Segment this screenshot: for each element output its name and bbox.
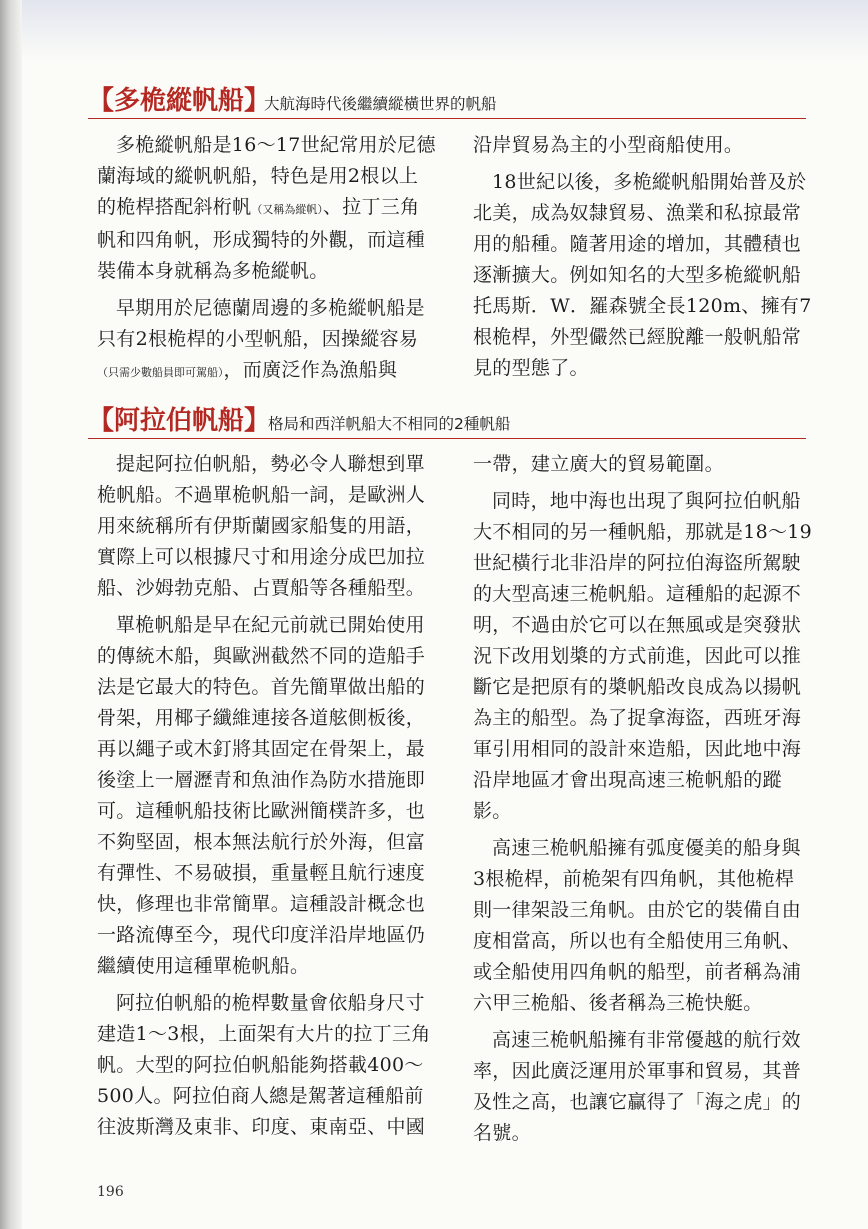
paragraph: 同時，地中海也出現了與阿拉伯帆船大不相同的另一種帆船，那就是18～19世紀橫行北非沿岸的阿拉伯海盜所駕駛的大型高速三桅帆船。這種船的起源不明，不過由於它可以在無風或是突發狀況下改用划槳的方式前進，因此可以推斷它是把原有的槳帆船改良成為以揚帆為主的船型。為了捉拿海盜，西班牙海軍引用相同的設計來造船，因此地中海沿岸地區才會出現高速三桅帆船的蹤影。 — [473, 490, 813, 822]
paragraph: 阿拉伯帆船的桅桿數量會依船身尺寸建造1～3根，上面架有大片的拉丁三角帆。大型的阿拉伯帆船能夠搭載400～500人。阿拉伯商人總是駕著這種船前往波斯灣及東非、印度、東南亞、中國 — [97, 992, 431, 1138]
column-left-section-1 — [97, 130, 437, 388]
paragraph: 高速三桅帆船擁有非常優越的航行效率，因此廣泛運用於軍事和貿易，其普及性之高，也讓它贏得了「海之虎」的名號。 — [473, 1029, 802, 1144]
paragraph: 18世紀以後，多桅縱帆船開始普及於北美，成為奴隸貿易、漁業和私掠最常用的船種。隨著用途的增加，其體積也逐漸擴大。例如知名的大型多桅縱帆船托馬斯．W．羅森號全長120m、擁有7根桅桿，外型儼然已經脫離一般帆船常見的型態了。 — [473, 171, 812, 379]
paragraph: 早期用於尼德蘭周邊的多桅縱帆船是只有2根桅桿的小型帆船，因操縱容易（只需少數船員即可駕船），而廣泛作為漁船與 — [97, 297, 425, 381]
section-subtitle: 大航海時代後繼續縱橫世界的帆船 — [264, 95, 497, 113]
section-header-multi-mast — [88, 86, 806, 119]
paragraph: 高速三桅帆船擁有弧度優美的船身與3根桅桿，前桅架有四角帆，其他桅桿則一律架設三角帆。由於它的裝備自由度相當高，所以也有全船使用三角帆、或全船使用四角帆的船型，前者稱為浦六甲三桅船、後者稱為三桅快艇。 — [473, 837, 802, 1014]
paragraph: 沿岸貿易為主的小型商船使用。 — [473, 134, 744, 156]
column-right-section-2 — [473, 449, 813, 1149]
section-title: 【阿拉伯帆船】 — [88, 406, 271, 436]
column-right-section-1 — [473, 130, 813, 384]
paragraph: 提起阿拉伯帆船，勢必令人聯想到單桅帆船。不過單桅帆船一詞，是歐洲人用來統稱所有伊斯蘭國家船隻的用語，實際上可以根據尺寸和用途分成巴加拉船、沙姆勃克船、占賈船等各種船型。 — [97, 453, 426, 599]
section-subtitle: 格局和西洋帆船大不相同的2種帆船 — [268, 415, 511, 433]
section-header-arab-sailboat — [88, 406, 806, 439]
paragraph: 單桅帆船是早在紀元前就已開始使用的傳統木船，與歐洲截然不同的造船手法是它最大的特色。首先簡單做出船的骨架，用椰子纖維連接各道舷側板後，再以繩子或木釘將其固定在骨架上，最後塗上一層瀝青和魚油作為防水措施即可。這種帆船技術比歐洲簡樸許多，也不夠堅固，根本無法航行於外海，但富有彈性、不易破損，重量輕且航行速度快，修理也非常簡單。這種設計概念也一路流傳至今，現代印度洋沿岸地區仍繼續使用這種單桅帆船。 — [97, 614, 426, 977]
annotation-note: （又稱為縱帆） — [251, 203, 323, 216]
paragraph: 一帶，建立廣大的貿易範圍。 — [473, 453, 724, 475]
page-gutter-shadow — [0, 0, 22, 1229]
annotation-note: （只需少數船員即可駕船） — [97, 366, 224, 379]
section-title: 【多桅縱帆船】 — [88, 86, 271, 116]
paper-top-tint — [22, 0, 868, 60]
column-left-section-2 — [97, 449, 437, 1143]
page-number: 196 — [97, 1184, 124, 1200]
paragraph: 多桅縱帆船是16～17世紀常用於尼德蘭海域的縱帆帆船，特色是用2根以上的桅桿搭配斜桁帆（又稱為縱帆）、拉丁三角帆和四角帆，形成獨特的外觀，而這種裝備本身就稱為多桅縱帆。 — [97, 134, 436, 282]
